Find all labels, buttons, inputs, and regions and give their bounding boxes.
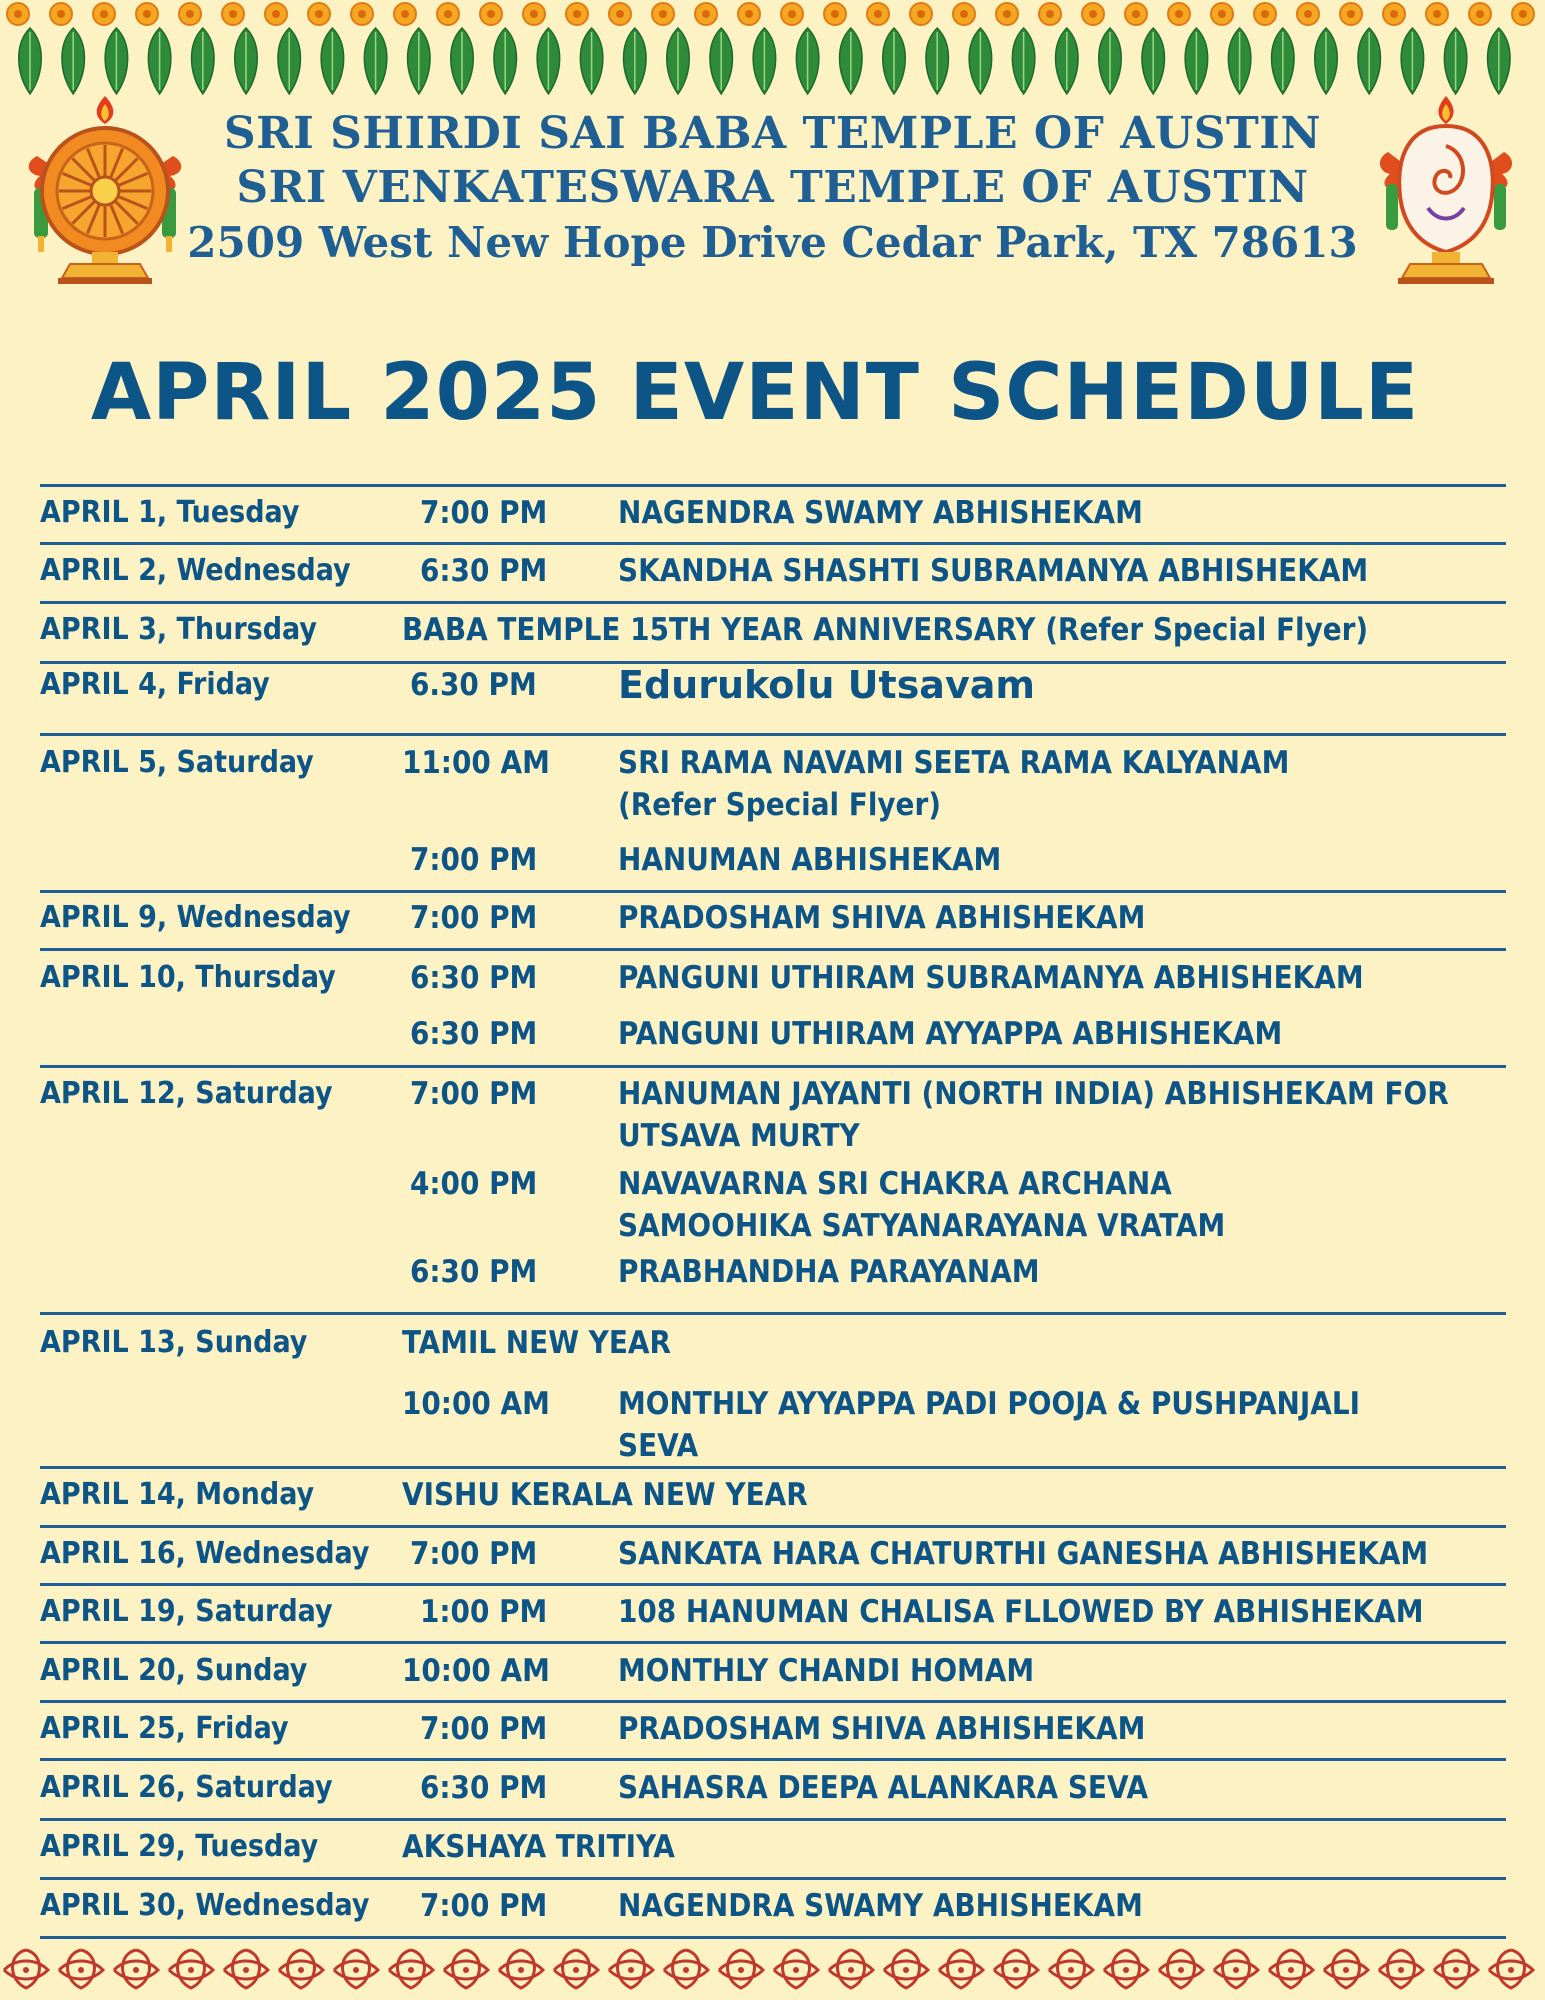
row-divider (40, 1700, 1506, 1703)
event-name-continued: (Refer Special Flyer) (618, 787, 941, 823)
event-name: NAGENDRA SWAMY ABHISHEKAM (618, 1888, 1143, 1924)
row-divider (40, 484, 1506, 487)
event-time: 6:30 PM (420, 1770, 548, 1806)
event-name: MONTHLY CHANDI HOMAM (618, 1653, 1035, 1689)
event-name: Edurukolu Utsavam (618, 663, 1035, 707)
event-time: 7:00 PM (410, 842, 538, 878)
row-divider (40, 1936, 1506, 1939)
temple-name-sai-baba: SRI SHIRDI SAI BABA TEMPLE OF AUSTIN (223, 108, 1322, 159)
event-name-continued: SEVA (618, 1428, 699, 1464)
event-name: VISHU KERALA NEW YEAR (402, 1477, 808, 1513)
event-date: APRIL 2, Wednesday (40, 553, 351, 588)
row-divider (40, 1641, 1506, 1644)
event-name: SRI RAMA NAVAMI SEETA RAMA KALYANAM (618, 745, 1290, 781)
event-name: HANUMAN JAYANTI (NORTH INDIA) ABHISHEKAM FOR (618, 1076, 1449, 1112)
event-date: APRIL 5, Saturday (40, 745, 314, 780)
event-name: 108 HANUMAN CHALISA FLLOWED BY ABHISHEKAM (618, 1594, 1424, 1630)
event-date: APRIL 26, Saturday (40, 1770, 333, 1805)
event-time: 6:30 PM (410, 1016, 538, 1052)
event-name: AKSHAYA TRITIYA (402, 1829, 675, 1865)
event-date: APRIL 29, Tuesday (40, 1829, 319, 1864)
row-divider (40, 1877, 1506, 1880)
event-time: 6:30 PM (420, 553, 548, 589)
event-name: MONTHLY AYYAPPA PADI POOJA & PUSHPANJALI (618, 1386, 1360, 1422)
event-date: APRIL 10, Thursday (40, 960, 336, 995)
row-divider (40, 948, 1506, 951)
event-name: TAMIL NEW YEAR (402, 1325, 671, 1361)
row-divider (40, 1583, 1506, 1586)
event-time: 4:00 PM (410, 1166, 538, 1202)
row-divider (40, 890, 1506, 893)
event-name: SANKATA HARA CHATURTHI GANESHA ABHISHEKAM (618, 1536, 1429, 1572)
row-divider (40, 1466, 1506, 1469)
event-date: APRIL 3, Thursday (40, 612, 317, 647)
row-divider (40, 1525, 1506, 1528)
page-title: APRIL 2025 EVENT SCHEDULE (90, 348, 1420, 438)
event-name: NAVAVARNA SRI CHAKRA ARCHANA (618, 1166, 1172, 1202)
event-time: 6.30 PM (410, 667, 537, 703)
event-date: APRIL 30, Wednesday (40, 1888, 370, 1923)
row-divider (40, 733, 1506, 736)
temple-name-venkateswara: SRI VENKATESWARA TEMPLE OF AUSTIN (236, 162, 1309, 213)
event-time: 7:00 PM (420, 495, 548, 531)
temple-address: 2509 West New Hope Drive Cedar Park, TX 78613 (187, 218, 1358, 267)
event-date: APRIL 13, Sunday (40, 1325, 308, 1360)
event-date: APRIL 1, Tuesday (40, 495, 300, 530)
event-name: HANUMAN ABHISHEKAM (618, 842, 1002, 878)
event-name: PRADOSHAM SHIVA ABHISHEKAM (618, 1711, 1146, 1747)
row-divider (40, 542, 1506, 545)
event-name: PANGUNI UTHIRAM AYYAPPA ABHISHEKAM (618, 1016, 1283, 1052)
kolam-border (0, 1940, 1545, 2000)
row-divider (40, 1818, 1506, 1821)
event-time: 6:30 PM (410, 1254, 538, 1290)
event-date: APRIL 12, Saturday (40, 1076, 333, 1111)
event-date: APRIL 4, Friday (40, 667, 270, 702)
event-time: 7:00 PM (410, 1536, 538, 1572)
event-name-continued: UTSAVA MURTY (618, 1118, 860, 1154)
event-time: 6:30 PM (410, 960, 538, 996)
event-time: 10:00 AM (402, 1653, 550, 1689)
event-date: APRIL 20, Sunday (40, 1653, 308, 1688)
event-name: PRABHANDHA PARAYANAM (618, 1254, 1040, 1290)
event-time: 7:00 PM (420, 1888, 548, 1924)
event-date: APRIL 14, Monday (40, 1477, 315, 1512)
event-time: 1:00 PM (420, 1594, 548, 1630)
row-divider (40, 601, 1506, 604)
event-name: SAHASRA DEEPA ALANKARA SEVA (618, 1770, 1149, 1806)
event-name-continued: SAMOOHIKA SATYANARAYANA VRATAM (618, 1208, 1226, 1244)
row-divider (40, 1065, 1506, 1068)
event-name: BABA TEMPLE 15TH YEAR ANNIVERSARY (Refer Special Flyer) (402, 612, 1369, 648)
event-name: NAGENDRA SWAMY ABHISHEKAM (618, 495, 1143, 531)
event-time: 10:00 AM (402, 1386, 550, 1422)
event-date: APRIL 19, Saturday (40, 1594, 333, 1629)
event-date: APRIL 16, Wednesday (40, 1536, 370, 1571)
event-date: APRIL 9, Wednesday (40, 900, 351, 935)
event-name: PRADOSHAM SHIVA ABHISHEKAM (618, 900, 1146, 936)
row-divider (40, 1312, 1506, 1315)
event-time: 7:00 PM (420, 1711, 548, 1747)
row-divider (40, 1758, 1506, 1761)
event-time: 7:00 PM (410, 900, 538, 936)
event-date: APRIL 25, Friday (40, 1711, 289, 1746)
event-name: SKANDHA SHASHTI SUBRAMANYA ABHISHEKAM (618, 553, 1369, 589)
event-name: PANGUNI UTHIRAM SUBRAMANYA ABHISHEKAM (618, 960, 1364, 996)
event-time: 7:00 PM (410, 1076, 538, 1112)
event-time: 11:00 AM (402, 745, 550, 781)
